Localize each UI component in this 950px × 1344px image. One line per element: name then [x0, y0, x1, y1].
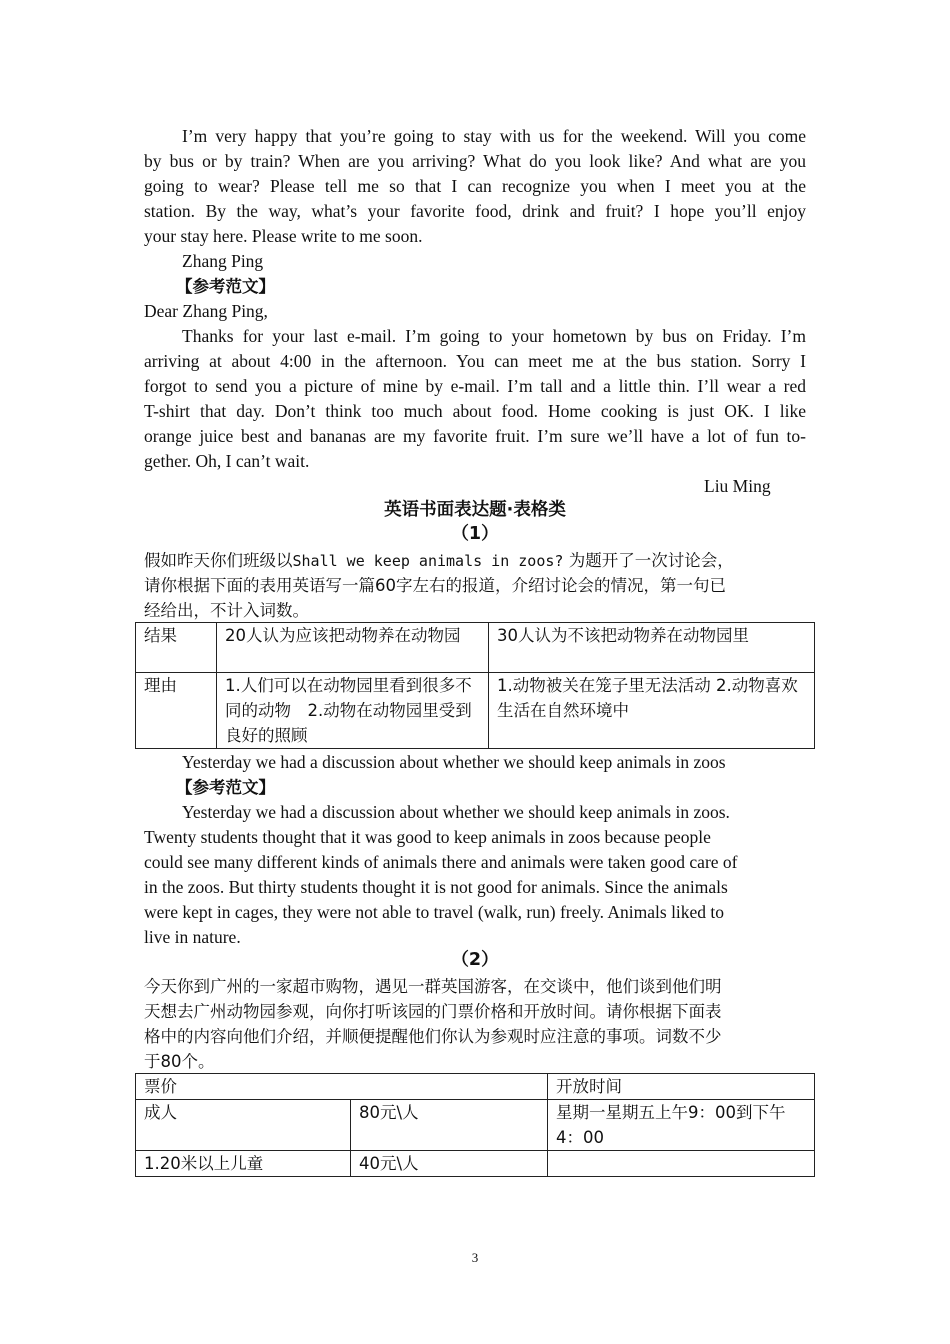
text-line: Yesterday we had a discussion about whether we should keep animals in zoos. — [182, 802, 730, 822]
task1-number: （1） — [451, 524, 499, 544]
task2-prompt-line: 格中的内容向他们介绍，并顺便提醒他们你认为参观时应注意的事项。词数不少 — [144, 1027, 722, 1046]
text-line: gether. Oh, I can’t wait. — [144, 451, 310, 471]
table-cell — [548, 1151, 815, 1177]
task2-number: （2） — [451, 950, 499, 970]
task1-first-sentence: Yesterday we had a discussion about whether we should keep animals in zoos — [182, 752, 726, 772]
text-line: arriving at about 4:00 in the afternoon. You can meet me at the bus station. Sorry I — [144, 351, 806, 371]
table-cell: 1.20米以上儿童 — [136, 1151, 351, 1177]
table-cell: 结果 — [136, 623, 217, 673]
prompt-code: Shall we keep animals in zoos? — [292, 552, 564, 570]
text-line: T-shirt that day. Don’t think too much about food. Home cooking is just OK. I like — [144, 401, 806, 421]
section-title: 英语书面表达题·表格类 — [384, 500, 566, 520]
prompt-text: 为题开了一次讨论会， — [568, 551, 734, 570]
table-cell: 1.动物被关在笼子里无法活动 2.动物喜欢生活在自然环境中 — [489, 673, 815, 749]
table-cell: 40元\人 — [351, 1151, 548, 1177]
table-cell: 成人 — [136, 1100, 351, 1151]
table-cell: 开放时间 — [548, 1074, 815, 1100]
text-line: live in nature. — [144, 927, 241, 947]
text-line: forgot to send you a picture of mine by e-mail. I’m tall and a little thin. I’ll wear a red — [144, 376, 806, 396]
table-row — [136, 1151, 815, 1177]
text-line: your stay here. Please write to me soon. — [144, 226, 423, 246]
text-line: in the zoos. But thirty students thought it is not good for animals. Since the animals — [144, 877, 728, 897]
text-line: Twenty students thought that it was good to keep animals in zoos because people — [144, 827, 711, 847]
text-line: by bus or by train? When are you arriving? What do you look like? And what are you — [144, 151, 806, 171]
text-line: Thanks for your last e-mail. I’m going to your hometown by bus on Friday. I’m — [182, 326, 806, 346]
text-line: could see many different kinds of animals there and animals were taken good care of — [144, 852, 738, 872]
table-cell: 80元\人 — [351, 1100, 548, 1151]
table-row — [136, 623, 815, 673]
text-line: station. By the way, what’s your favorite food, drink and fruit? I hope you’ll enjoy — [144, 201, 806, 221]
table-row — [136, 673, 815, 749]
table-row — [136, 1074, 815, 1100]
page-number: 3 — [471, 1250, 479, 1265]
task1-prompt-line — [144, 548, 734, 574]
table-cell: 理由 — [136, 673, 217, 749]
text-line: I’m very happy that you’re going to stay with us for the weekend. Will you come — [182, 126, 806, 146]
text-line: going to wear? Please tell me so that I can recognize you when I meet you at the — [144, 176, 806, 196]
task1-prompt-line: 请你根据下面的表用英语写一篇60字左右的报道，介绍讨论会的情况，第一句已 — [144, 576, 726, 595]
reply-paragraph — [144, 324, 806, 474]
table-cell: 20人认为应该把动物养在动物园 — [217, 623, 489, 673]
text-line: were kept in cages, they were not able to travel (walk, run) freely. Animals liked to — [144, 902, 725, 922]
task2-table — [135, 1073, 815, 1177]
task2-prompt-line: 今天你到广州的一家超市购物，遇见一群英国游客，在交谈中，他们谈到他们明 — [144, 977, 722, 996]
reply-signature: Liu Ming — [704, 476, 771, 496]
table-cell: 1.人们可以在动物园里看到很多不同的动物 2.动物在动物园里受到良好的照顾 — [217, 673, 489, 749]
task2-prompt-line: 于80个。 — [144, 1052, 215, 1071]
sample-label: 【参考范文】 — [176, 778, 275, 797]
table-cell: 30人认为不该把动物养在动物园里 — [489, 623, 815, 673]
table-cell: 星期一星期五上午9：00到下午4：00 — [548, 1100, 815, 1151]
task2-prompt-line: 天想去广州动物园参观，向你打听该园的门票价格和开放时间。请你根据下面表 — [144, 1002, 722, 1021]
reply-greeting: Dear Zhang Ping, — [144, 301, 268, 321]
letter-paragraph — [144, 124, 806, 249]
table-row — [136, 1100, 815, 1151]
sample-label: 【参考范文】 — [176, 277, 275, 296]
task1-prompt-line: 经给出，不计入词数。 — [144, 601, 309, 620]
prompt-text: 假如昨天你们班级以 — [144, 551, 293, 570]
letter-signature: Zhang Ping — [182, 251, 264, 271]
table-cell: 票价 — [136, 1074, 548, 1100]
task1-table — [135, 622, 815, 749]
text-line: orange juice best and bananas are my favorite fruit. I’m sure we’ll have a lot of fun to- — [144, 426, 806, 446]
